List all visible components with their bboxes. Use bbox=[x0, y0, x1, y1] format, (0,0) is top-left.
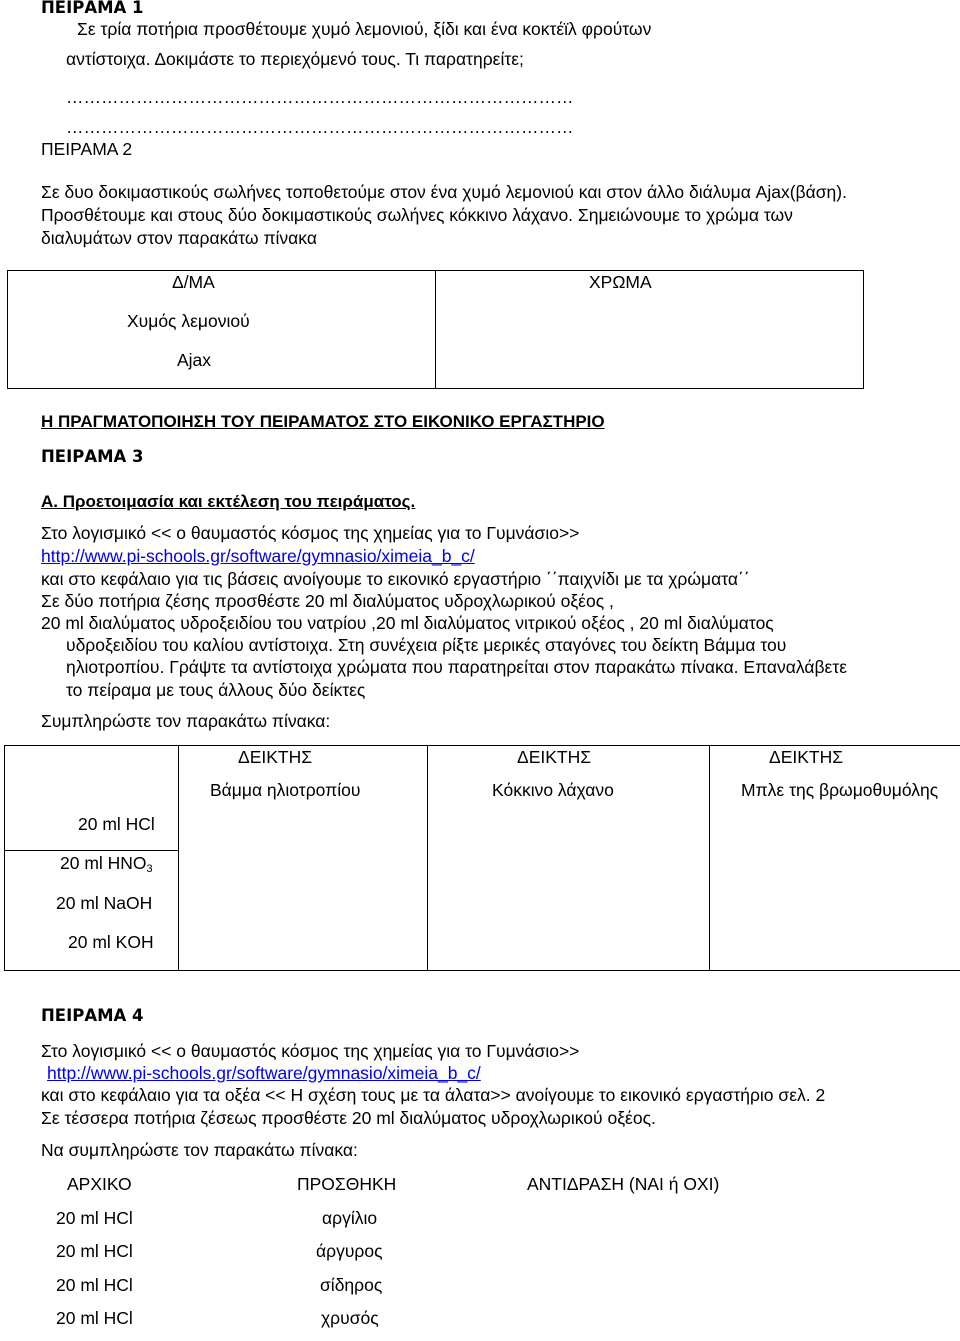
exp4-table bbox=[40, 1168, 760, 1341]
exp4-row4-initial: 20 ml HCl bbox=[56, 1308, 133, 1328]
exp4-row3-addition: σίδηρος bbox=[320, 1275, 383, 1295]
exp3-row-hcl: 20 ml HCl bbox=[78, 814, 155, 834]
exp3-indicator-label-3: ΔΕΙΚΤΗΣ bbox=[769, 747, 844, 767]
exp4-header-reaction: ΑΝΤΙΔΡΑΣΗ (ΝΑΙ ή ΟΧΙ) bbox=[527, 1174, 720, 1194]
exp4-row2-addition: άργυρος bbox=[316, 1241, 383, 1261]
exp3-indicator-label-2: ΔΕΙΚΤΗΣ bbox=[517, 747, 592, 767]
exp3-indicator-red-cabbage: Κόκκινο λάχανο bbox=[492, 780, 614, 800]
exp3-text-p3: 20 ml διαλύματος υδροξειδίου του νατρίου ,20 ml διαλύματος νιτρικού οξέος , 20 ml διαλύματος bbox=[41, 613, 774, 633]
exp4-row1-initial: 20 ml HCl bbox=[56, 1208, 133, 1228]
exp4-row1-addition: αργίλιο bbox=[322, 1208, 378, 1228]
exp2-col2-header: ΧΡΩΜΑ bbox=[589, 272, 652, 292]
exp1-answer-dots-1: …………………………………………………………………………… bbox=[66, 89, 574, 107]
exp3-text-p1: και στο κεφάλαιο για τις βάσεις ανοίγουμε το εικονικό εργαστήριο ΄΄παιχνίδι με τα χρώματα΄΄ bbox=[41, 569, 750, 589]
exp2-title: ΠΕΙΡΑΜΑ 2 bbox=[41, 139, 133, 159]
exp2-row-ajax: Ajax bbox=[177, 350, 212, 370]
exp4-text-p2: Σε τέσσερα ποτήρια ζέσεως προσθέστε 20 ml διαλύματος υδροχλωρικού οξέος. bbox=[41, 1108, 656, 1128]
exp3-text-p5: ηλιοτροπίου. Γράψτε τα αντίστοιχα χρώματα που παρατηρείται στον παρακάτω πίνακα. Επαναλάβετε bbox=[66, 657, 848, 677]
exp3-indicator-litmus: Βάμμα ηλιοτροπίου bbox=[210, 780, 361, 800]
exp4-software-line: Στο λογισμικό << ο θαυμαστός κόσμος της χημείας για το Γυμνάσιο>> bbox=[41, 1041, 580, 1061]
exp2-text-line2: Προσθέτουμε και στους δύο δοκιμαστικούς σωλήνες κόκκινο λάχανο. Σημειώνουμε το χρώμα των bbox=[41, 205, 793, 225]
exp3-table bbox=[4, 745, 960, 970]
exp1-answer-dots-2: …………………………………………………………………………… bbox=[66, 119, 574, 137]
exp4-header-initial: ΑΡΧΙΚΟ bbox=[67, 1174, 132, 1194]
exp4-fill-instruction: Να συμπληρώστε τον παρακάτω πίνακα: bbox=[41, 1140, 358, 1160]
exp3-indicator-label-1: ΔΕΙΚΤΗΣ bbox=[238, 747, 313, 767]
exp3-software-line: Στο λογισμικό << ο θαυμαστός κόσμος της χημείας για το Γυμνάσιο>> bbox=[41, 523, 580, 543]
exp4-row4-addition: χρυσός bbox=[321, 1308, 379, 1328]
exp3-row-koh: 20 ml KOH bbox=[68, 932, 154, 952]
exp3-url-link[interactable]: http://www.pi-schools.gr/software/gymnasio/ximeia_b_c/ bbox=[41, 546, 475, 566]
exp4-text-p1: και στο κεφάλαιο για τα οξέα << Η σχέση τους με τα άλατα>> ανοίγουμε το εικονικό εργαστήριο σελ. 2 bbox=[41, 1085, 826, 1105]
exp2-col1-header: Δ/ΜΑ bbox=[172, 272, 215, 292]
exp3-row-naoh: 20 ml NaOH bbox=[56, 893, 153, 913]
exp4-url-link[interactable]: http://www.pi-schools.gr/software/gymnasio/ximeia_b_c/ bbox=[47, 1063, 481, 1083]
exp1-text-line2: αντίστοιχα. Δοκιμάστε το περιεχόμενό τους. Τι παρατηρείτε; bbox=[66, 49, 524, 69]
exp3-text-p2: Σε δύο ποτήρια ζέσης προσθέστε 20 ml διαλύματος υδροχλωρικού οξέος , bbox=[41, 591, 614, 611]
exp2-table bbox=[7, 270, 863, 388]
exp3-row-hno3: 20 ml $HNO_3$ bbox=[60, 853, 153, 875]
exp3-indicator-bromothymol: Μπλε της βρωμοθυμόλης bbox=[741, 780, 939, 800]
virtual-lab-heading: Η ΠΡΑΓΜΑΤΟΠΟΙΗΣΗ ΤΟΥ ΠΕΙΡΑΜΑΤΟΣ ΣΤΟ ΕΙΚΟΝΙΚΟ ΕΡΓΑΣΤΗΡΙΟ bbox=[41, 412, 605, 431]
exp4-title: ΠΕΙΡΑΜΑ 4 bbox=[41, 1006, 144, 1025]
exp2-text-line3: διαλυμάτων στον παρακάτω πίνακα bbox=[41, 228, 317, 248]
exp3-title: ΠΕΙΡΑΜΑ 3 bbox=[41, 447, 144, 466]
exp2-row-lemon: Χυμός λεμονιού bbox=[127, 311, 250, 331]
exp4-row3-initial: 20 ml HCl bbox=[56, 1275, 133, 1295]
exp1-title: ΠΕΙΡΑΜΑ 1 bbox=[41, 0, 144, 17]
exp3-section-a: Α. Προετοιμασία και εκτέλεση του πειράματος. bbox=[41, 492, 416, 511]
exp4-header-addition: ΠΡΟΣΘΗΚΗ bbox=[297, 1174, 397, 1194]
exp2-text-line1: Σε δυο δοκιμαστικούς σωλήνες τοποθετούμε στον ένα χυμό λεμονιού και στον άλλο διάλυμα Ajax(βάση). bbox=[41, 182, 847, 202]
exp3-text-p4: υδροξειδίου του καλίου αντίστοιχα. Στη συνέχεια ρίξτε μερικές σταγόνες του δείκτη Βάμμα του bbox=[66, 635, 787, 655]
exp1-text-line1: Σε τρία ποτήρια προσθέτουμε χυμό λεμονιού, ξίδι και ένα κοκτέϊλ φρούτων bbox=[77, 19, 652, 39]
exp3-text-p6: το πείραμα με τους άλλους δύο δείκτες bbox=[66, 680, 366, 700]
exp4-row2-initial: 20 ml HCl bbox=[56, 1241, 133, 1261]
exp3-fill-instruction: Συμπληρώστε τον παρακάτω πίνακα: bbox=[41, 711, 331, 731]
